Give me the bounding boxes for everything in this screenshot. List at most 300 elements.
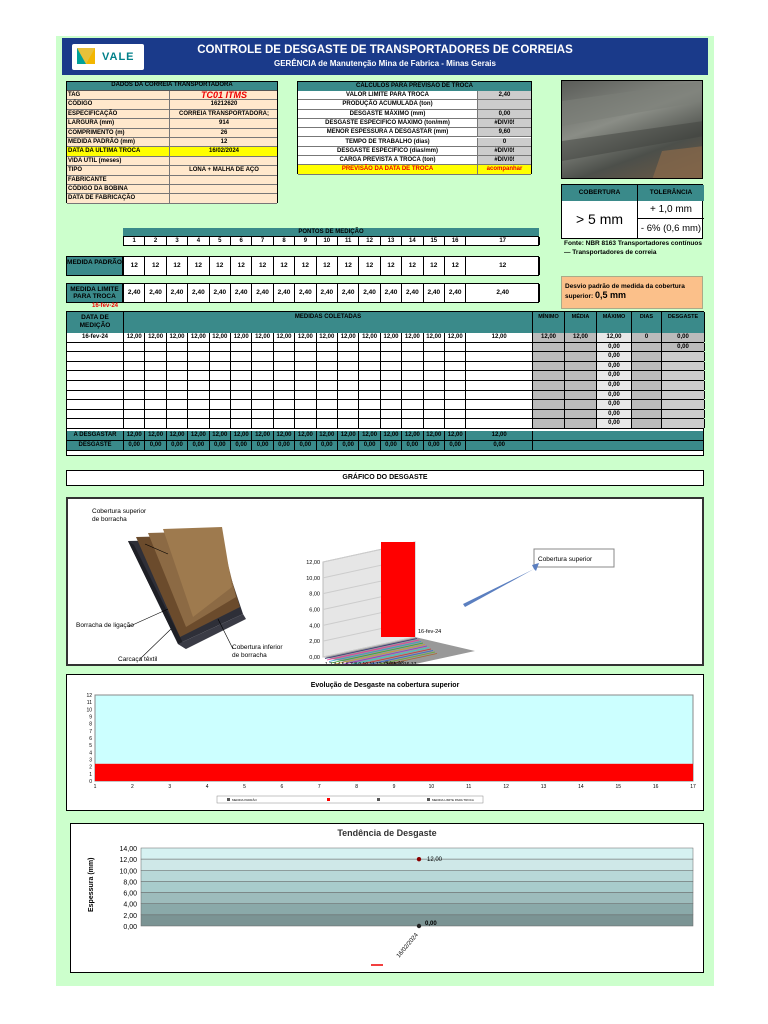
diagram-label-carcass: Carcaça têxtil [118,656,158,663]
measure-cell [424,410,445,419]
y-tick: 8,00 [309,591,320,598]
belt-diagram [68,499,702,664]
measure-cell [231,419,252,428]
evo-x-tick: 11 [466,784,472,790]
point-number: 9 [295,237,316,245]
measure-cell [274,381,295,390]
measure-cell [295,381,316,390]
series-label: 16-fev-24 [418,629,442,635]
footer-cell: 0,00 [167,441,188,450]
measure-cell [424,343,445,352]
measure-cell [402,410,423,419]
measure-cell [466,391,533,400]
measure-cell [210,400,231,409]
measure-cell [188,400,209,409]
measure-cell [210,352,231,361]
trend-y-tick: 2,00 [123,912,137,920]
measure-date-empty [67,381,124,390]
diagram-label-cover-top: Cobertura superior de borracha [92,508,147,523]
std-label: MEDIDA PADRÃO [66,256,123,276]
evo-x-tick: 6 [280,784,284,790]
std-value: 12 [167,257,188,275]
measure-cell [124,391,145,400]
limit-value: 2,40 [402,284,423,302]
measure-date: 16-fev-24 [67,333,124,342]
limit-value: 2,40 [359,284,380,302]
trend-y-tick: 10,00 [119,868,137,876]
footer-cell: 12,00 [424,431,445,440]
calc-table [297,81,532,174]
calc-row-key: TEMPO DE TRABALHO (dias) [298,138,478,146]
y-tick: 2,00 [309,639,320,646]
stat-cell [533,381,565,390]
measure-cell [167,391,188,400]
calc-row-key: CARGA PREVISTA A TROCA (ton) [298,156,478,164]
measure-cell [402,381,423,390]
measure-cell [402,362,423,371]
trend-band [141,848,693,859]
measure-cell [252,419,273,428]
measure-cell [210,362,231,371]
stat-cell: 0,00 [662,333,705,342]
measure-cell [167,419,188,428]
stat-cell: 12,00 [597,333,632,342]
footer-cell: 0,00 [124,441,145,450]
measure-cell [317,371,338,380]
footer-cell: 0,00 [424,441,445,450]
stat-cell [533,410,565,419]
trend-y-tick: 6,00 [123,890,137,898]
stat-cell: 0,00 [662,343,705,352]
measure-cell [445,371,466,380]
measure-cell: 12,00 [124,333,145,342]
measure-cell [359,400,380,409]
belt-row [67,110,277,119]
stat-header: MÉDIA [565,312,597,333]
stat-cell: 0,00 [597,410,632,419]
stat-cell [533,371,565,380]
limit-date-red: 16-fev-24 [92,303,119,309]
calc-row [298,165,531,174]
measure-cell [124,362,145,371]
calc-row [298,110,531,119]
belt-row [67,147,277,156]
std-value: 12 [231,257,252,275]
trend-point [417,924,421,928]
std-value: 12 [252,257,273,275]
point-number: 16 [445,237,466,245]
measure-cell [274,362,295,371]
tolerance-plus: + 1,0 mm [638,201,704,219]
measure-cell [124,381,145,390]
logo-text: VALE [102,51,135,63]
measure-cell [252,381,273,390]
stat-cell: 0,00 [597,362,632,371]
tolerance-table [561,184,703,239]
evo-x-tick: 8 [355,784,359,790]
stat-cell [632,391,662,400]
stat-cell [565,371,597,380]
measure-cell [466,352,533,361]
limit-value: 2,40 [124,284,145,302]
measure-cell [188,410,209,419]
belt-row-key: FABRICANTE [68,176,170,184]
measure-cell [445,362,466,371]
measure-cell [231,343,252,352]
evo-x-tick: 9 [392,784,396,790]
calc-table-title: CÁLCULOS PARA PREVISÃO DE TROCA [298,82,531,91]
evo-y-tick: 2 [89,764,92,771]
stat-cell [565,391,597,400]
stat-cell [533,362,565,371]
footer-cell: 0,00 [381,441,402,450]
std-value: 12 [359,257,380,275]
limit-value: 2,40 [295,284,316,302]
footer-cell: 12,00 [252,431,273,440]
calc-row-key: DESGASTE ESPECIFICO (dias/mm) [298,147,478,155]
footer-cell: 0,00 [445,441,466,450]
evo-y-tick: 10 [86,707,92,714]
evo-x-tick: 10 [428,784,435,790]
deviation-text: Desvio padrão de medida da cobertura superior: [565,283,685,300]
calc-row [298,128,531,137]
page-title: CONTROLE DE DESGASTE DE TRANSPORTADORES DE CORREIAS [197,44,573,56]
evo-x-tick: 15 [615,784,622,790]
measure-cell [231,410,252,419]
measure-cell [424,362,445,371]
measure-cell: 12,00 [274,333,295,342]
limit-value: 2,40 [167,284,188,302]
evo-y-tick: 11 [86,700,92,707]
measure-cell [167,381,188,390]
belt-row-value: LONA + MALHA DE AÇO [189,167,259,174]
measure-cell [210,381,231,390]
measure-cell [317,400,338,409]
measure-cell [274,391,295,400]
trend-title: Tendência de Desgaste [337,828,437,838]
limit-value: 2,40 [210,284,231,302]
footer-label: A DESGASTAR [67,431,124,440]
trend-y-tick: 4,00 [123,901,137,909]
report-header [62,38,708,75]
belt-row [67,185,277,194]
measure-cell [167,400,188,409]
stat-header: DESGASTE [662,312,705,333]
measure-cell [338,419,359,428]
evo-y-tick: 1 [89,771,92,778]
diagram-label-cover-bottom: Cobertura inferior de borracha [232,644,283,659]
limit-value: 2,40 [274,284,295,302]
stat-header: DIAS [632,312,662,333]
measure-cell [145,381,166,390]
limit-value: 2,40 [445,284,466,302]
point-number: 15 [424,237,445,245]
limit-value: 2,40 [145,284,166,302]
point-number: 17 [466,237,540,245]
footer-cell: 12,00 [317,431,338,440]
trend-chart-box [70,823,704,973]
evolution-chart [67,675,703,810]
chart-3d-bars [306,542,614,664]
belt-row-key: LARGURA (mm) [68,119,170,127]
stat-cell [565,362,597,371]
point-number: 10 [317,237,338,245]
std-value: 12 [445,257,466,275]
limit-value: 2,40 [338,284,359,302]
calc-row [298,91,531,100]
measure-cell [145,391,166,400]
calc-row-value: acompanhar [478,165,531,173]
measure-date-empty [67,352,124,361]
belt-row [67,176,277,185]
evo-y-tick: 12 [86,693,92,699]
y-tick: 0,00 [309,655,320,661]
measure-cell: 12,00 [210,333,231,342]
stat-cell: 0,00 [597,391,632,400]
measure-cell [295,362,316,371]
measure-cell: 12,00 [188,333,209,342]
stat-cell [662,381,705,390]
measure-cell: 12,00 [145,333,166,342]
belt-row-key: TIPO [68,166,170,174]
cover-header: COBERTURA [562,185,638,201]
std-value: 12 [274,257,295,275]
measure-cell [466,410,533,419]
measure-cell [274,352,295,361]
belt-data-table [66,81,278,203]
measure-row [67,371,703,381]
evo-y-tick: 3 [89,757,92,764]
measure-cell [445,381,466,390]
measure-cell [338,343,359,352]
wear-graph-box [66,497,704,666]
cover-value: > 5 mm [562,201,638,238]
stat-cell [662,419,705,428]
point-number: 4 [188,237,209,245]
calc-row-value: 0,00 [478,110,531,118]
measure-cell [210,371,231,380]
measure-cell [188,371,209,380]
measure-cell [338,400,359,409]
stat-cell: 0,00 [597,381,632,390]
measure-row [67,333,703,343]
std-value: 12 [145,257,166,275]
measure-cell [338,391,359,400]
belt-row-value: 16/02/2024 [208,148,240,155]
belt-row-key: MEDIDA PADRÃO (mm) [68,138,170,146]
std-value: 12 [210,257,231,275]
measure-cell [252,400,273,409]
measure-cell [317,352,338,361]
calc-row [298,100,531,109]
stat-cell [662,371,705,380]
measure-row [67,343,703,353]
measure-cell [188,362,209,371]
graph-title-box [66,470,704,486]
trend-band [141,881,693,892]
measure-cell [424,352,445,361]
measure-cell [317,343,338,352]
stat-cell [632,381,662,390]
measure-date-empty [67,362,124,371]
stat-cell [565,343,597,352]
calc-row-value: 0 [478,138,531,146]
evo-x-tick: 17 [690,784,696,790]
measure-cell [252,371,273,380]
belt-row-key: CÓDIGO DA BOBINA [68,185,170,193]
calc-row-value: #DIV/0! [478,119,531,127]
stat-cell [662,410,705,419]
measure-cell [381,381,402,390]
y-tick: 6,00 [309,607,320,614]
measure-cell [124,352,145,361]
measure-cell [424,371,445,380]
measure-date-empty [67,419,124,428]
measure-cell [210,410,231,419]
deviation-value: 0,5 mm [594,290,627,300]
measure-cell [466,343,533,352]
footer-cell: 0,00 [231,441,252,450]
footer-cell: 12,00 [167,431,188,440]
evo-legend-text: MEDIDA PADRÃO [232,798,257,802]
evo-x-tick: 5 [243,784,246,790]
stat-cell [565,381,597,390]
std-value: 12 [295,257,316,275]
measure-cell [167,343,188,352]
belt-row-key: CÓDIGO [68,100,170,108]
belt-row [67,157,277,166]
points-title: PONTOS DE MEDIÇÃO [123,228,539,236]
belt-row-value: 12 [220,139,228,145]
footer-cell: 12,00 [402,431,423,440]
measure-date-empty [67,343,124,352]
measure-cell [188,419,209,428]
measure-cell [402,419,423,428]
measure-date-empty [67,410,124,419]
measure-cell [210,419,231,428]
measure-cell [359,381,380,390]
point-number: 8 [274,237,295,245]
date-header: DATA DE MEDIÇÃO [67,312,124,333]
point-number: 2 [145,237,166,245]
tolerance-minus: - 6% (0,6 mm) [640,223,702,234]
calc-row [298,147,531,156]
stat-cell [565,352,597,361]
measure-cell [124,371,145,380]
stat-cell [632,371,662,380]
point-number: 7 [252,237,273,245]
std-value: 12 [424,257,445,275]
measure-cell [167,362,188,371]
measure-row [67,410,703,420]
measure-date-empty [67,391,124,400]
stat-cell [632,352,662,361]
belt-row [67,194,277,203]
calc-row-key: PREVISÃO DA DATA DE TROCA [298,165,478,173]
stat-header: MÁXIMO [597,312,632,333]
measure-cell [466,371,533,380]
measure-cell [445,352,466,361]
trend-point-label: 0,00 [425,921,437,927]
evo-y-tick: 4 [89,750,92,757]
belt-photo [561,80,703,179]
evo-legend-swatch [427,798,430,801]
measure-cell [381,410,402,419]
footer-cell: 0,00 [188,441,209,450]
measure-cell [124,400,145,409]
evo-x-tick: 12 [503,784,509,790]
std-value: 12 [338,257,359,275]
limit-value: 2,40 [188,284,209,302]
evo-legend-swatch [377,798,380,801]
measure-cell [381,352,402,361]
tolerance-source: Fonte: NBR 8163 Transportadores contínuos — Transportadores de correia [564,240,702,256]
measure-cell [359,371,380,380]
photo-texture [562,81,703,179]
belt-row [67,129,277,138]
measure-cell [424,419,445,428]
measure-cell [402,371,423,380]
belt-row-key: VIDA UTIL (meses) [68,157,170,165]
measure-cell [252,391,273,400]
evo-x-tick: 4 [205,784,209,790]
evo-y-tick: 5 [89,743,92,750]
measure-cell [338,371,359,380]
limit-value: 2,40 [231,284,252,302]
evo-limit-area [95,764,693,781]
footer-cell: 12,00 [188,431,209,440]
footer-cell: 0,00 [317,441,338,450]
calc-row-value: 9,60 [478,128,531,136]
measure-cell [295,371,316,380]
y-tick: 12,00 [306,560,320,566]
footer-cell: 12,00 [466,431,533,440]
limit-value: 2,40 [424,284,445,302]
limit-label: MEDIDA LIMITE PARA TROCA [66,283,123,303]
belt-row-value: 16212620 [210,101,238,108]
evo-y-tick: 6 [89,736,92,742]
trend-x-tick: 16/02/2024 [395,932,420,960]
measure-cell [359,352,380,361]
measure-cell [466,381,533,390]
measure-cell [295,410,316,419]
measure-cell [145,352,166,361]
point-number: 5 [210,237,231,245]
measure-date-empty [67,400,124,409]
belt-row-key: DATA DA ULTIMA TROCA [68,147,170,155]
point-number: 13 [381,237,402,245]
footer-cell: 12,00 [145,431,166,440]
measure-cell: 12,00 [466,333,533,342]
measure-cell [445,391,466,400]
evo-x-tick: 2 [130,784,134,790]
calc-row-key: VALOR LIMITE PARA TROCA [298,91,478,99]
footer-cell: 12,00 [231,431,252,440]
measure-cell [317,362,338,371]
evo-x-tick: 14 [578,784,584,790]
stat-cell [632,343,662,352]
measure-cell [381,419,402,428]
footer-cell: 12,00 [359,431,380,440]
footer-cell: 12,00 [381,431,402,440]
calc-row [298,138,531,147]
point-number: 11 [338,237,359,245]
evo-x-tick: 3 [168,784,172,790]
trend-y-tick: 8,00 [123,879,137,887]
measure-cell [317,381,338,390]
stat-cell [632,419,662,428]
belt-row-key: DATA DE FABRICAÇÃO [68,194,170,202]
